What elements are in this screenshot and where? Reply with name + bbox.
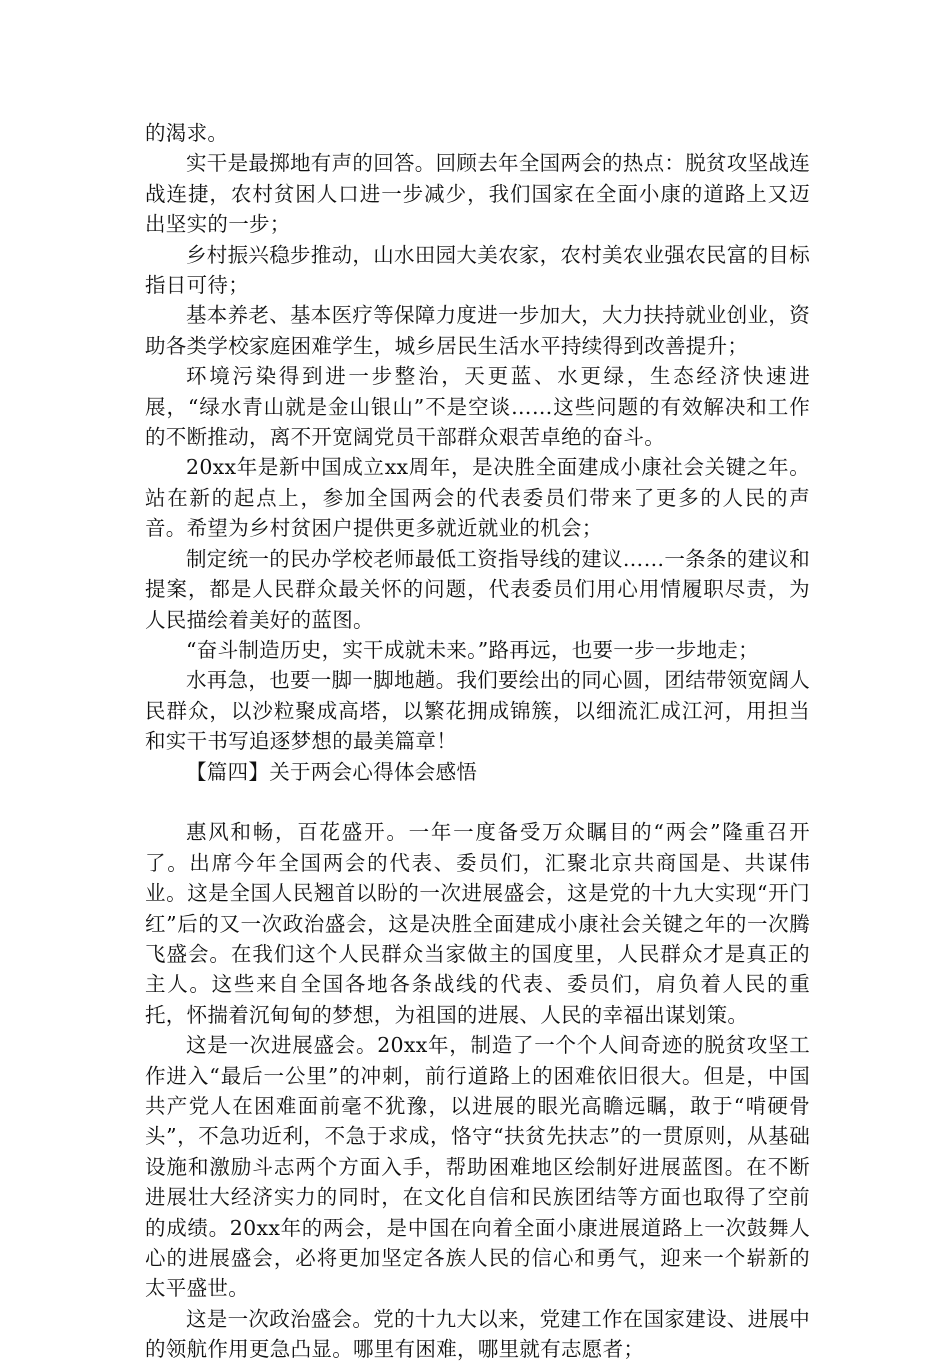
paragraph: 乡村振兴稳步推动，山水田园大美农家，农村美农业强农民富的目标指日可待； — [145, 242, 810, 298]
paragraph: 水再急，也要一脚一脚地趟。我们要绘出的同心圆，团结带领宽阔人民群众，以沙粒聚成高塔，以繁花拥成锦簇，以细流汇成江河，用担当和实干书写追逐梦想的最美篇章！ — [145, 668, 810, 754]
paragraph-continuation: 的渴求。 — [145, 121, 229, 145]
paragraph: 这是一次政治盛会。党的十九大以来，党建工作在国家建设、进展中的领航作用更急凸显。哪里有困难，哪里就有志愿者； — [145, 1306, 810, 1362]
paragraph: 20xx年是新中国成立xx周年，是决胜全面建成小康社会关键之年。站在新的起点上，参加全国两会的代表委员们带来了更多的人民的声音。希望为乡村贫困户提供更多就近就业的机会； — [145, 455, 810, 541]
paragraph: 实干是最掷地有声的回答。回顾去年全国两会的热点：脱贫攻坚战连战连捷，农村贫困人口进一步减少，我们国家在全面小康的道路上又迈出坚实的一步； — [145, 151, 810, 237]
paragraph: “奋斗制造历史，实干成就未来。”路再远，也要一步一步地走； — [186, 637, 759, 662]
section-heading: 【篇四】关于两会心得体会感悟 — [186, 759, 478, 784]
paragraph: 环境污染得到进一步整治，天更蓝、水更绿，生态经济快速进展，“绿水青山就是金山银山”不是空谈……这些问题的有效解决和工作的不断推动，离不开宽阔党员干部群众艰苦卓绝的奋斗。 — [145, 364, 810, 450]
paragraph: 基本养老、基本医疗等保障力度进一步加大，大力扶持就业创业，资助各类学校家庭困难学生，城乡居民生活水平持续得到改善提升； — [145, 303, 810, 358]
paragraph: 制定统一的民办学校老师最低工资指导线的建议……一条条的建议和提案，都是人民群众最关怀的问题，代表委员们用心用情履职尽责，为人民描绘着美好的蓝图。 — [145, 546, 810, 632]
blank-line — [145, 787, 810, 817]
paragraph: 这是一次进展盛会。20xx年，制造了一个个人间奇迹的脱贫攻坚工作进入“最后一公里”的冲刺，前行道路上的困难依旧很大。但是，中国共产党人在困难面前毫不犹豫，以进展的眼光高瞻远瞩，敢于“啃硬骨头”，不急功近利，不急于求成，恪守“扶贫先扶志”的一贯原则，从基础设施和激励斗志两个方面入手，帮助困难地区绘制好进展蓝图。在不断进展壮大经济实力的同时，在文化自信和民族团结等方面也取得了空前的成绩。20xx年的两会，是中国在向着全面小康进展道路上一次鼓舞人心的进展盛会，必将更加坚定各族人民的信心和勇气，迎来一个崭新的太平盛世。 — [145, 1033, 810, 1301]
document-page — [145, 118, 810, 1365]
paragraph: 惠风和畅，百花盛开。一年一度备受万众瞩目的“两会”隆重召开了。出席今年全国两会的代表、委员们，汇聚北京共商国是、共谋伟业。这是全国人民翘首以盼的一次进展盛会，这是党的十九大实现“开门红”后的又一次政治盛会，这是决胜全面建成小康社会关键之年的一次腾飞盛会。在我们这个人民群众当家做主的国度里，人民群众才是真正的主人。这些来自全国各地各条战线的代表、委员们，肩负着人民的重托，怀揣着沉甸甸的梦想，为祖国的进展、人民的幸福出谋划策。 — [145, 820, 810, 1027]
